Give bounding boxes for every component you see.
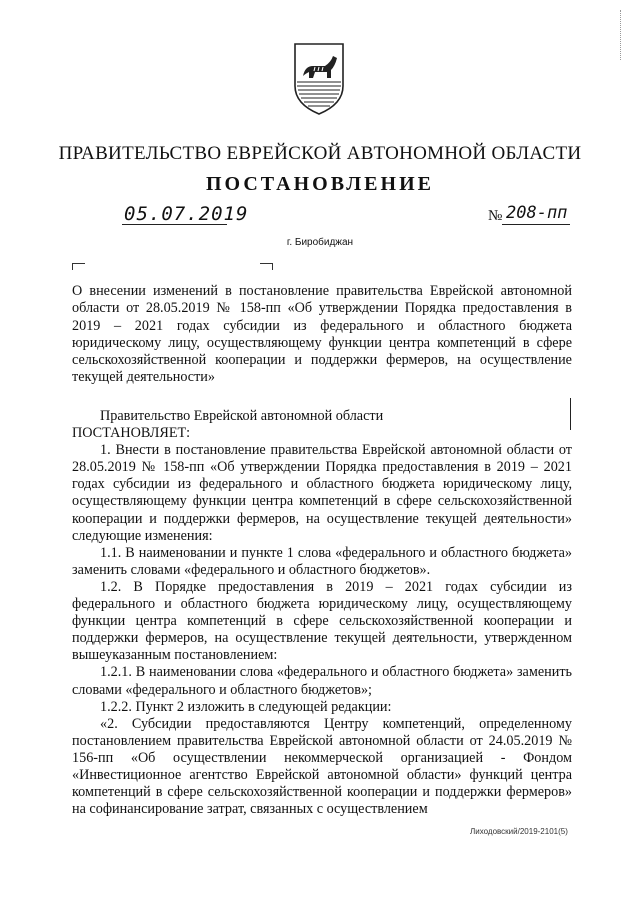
number-sign: № bbox=[488, 208, 503, 224]
document-type-title: ПОСТАНОВЛЕНИЕ bbox=[206, 173, 434, 195]
paragraph-1: 1. Внести в постановление правительства Еврейской автономной области от 28.05.2019 № 158-пп «Об утверждении Порядка предоставления в 2019 – 2021 годах субсидии из федерального и областного бюджета юридическому лицу, осуществляющему функции центра компетенций в сфере сельскохозяйственной кооперации и поддержки фермеров, на осуществление текущей деятельности» следующие изменения: bbox=[72, 442, 572, 544]
paragraph-1-1: 1.1. В наименовании и пункте 1 слова «федерального и областного бюджета» заменить словами «федерального и областного бюджетов». bbox=[72, 544, 572, 578]
city-label: г. Биробиджан bbox=[286, 237, 354, 248]
paragraph-quote: «2. Субсидии предоставляются Центру компетенций, определенному постановлением правительства Еврейской автономной области от 24.05.2019 № 156-пп «Об осуществлении некоммерческой организацией - Фондом «Инвестиционное агентство Еврейской автономной области» функций центра компетенций в сфере сельскохозяйственной кооперации и поддержки фермеров» на софинансирование затрат, связанных с осуществлением bbox=[72, 715, 572, 818]
paragraph-1-2: 1.2. В Порядке предоставления в 2019 – 2021 годах субсидии из федерального и областного бюджета юридическому лицу, осуществляющему функции центра компетенций в сфере сельскохозяйственной кооперации и поддержки фермеров, на осуществление текущей деятельности, утвержденном вышеуказанным постановлением: bbox=[72, 578, 572, 664]
number-underline bbox=[502, 224, 570, 225]
paragraph-1-2-1: 1.2.1. В наименовании слова «федерального и областного бюджета» заменить словами «федерального и областного бюджетов»; bbox=[72, 664, 572, 698]
subject-corner-left bbox=[72, 263, 85, 270]
subject-corner-right bbox=[260, 263, 273, 270]
footer-code: Лиходовский/2019-2101(5) bbox=[470, 827, 568, 836]
scan-artifact bbox=[620, 10, 623, 60]
document-subject: О внесении изменений в постановление правительства Еврейской автономной области от 28.05.2019 № 158-пп «Об утверждении Порядка предоставления в 2019 – 2021 годах субсидии из федерального и областного бюджета юридическому лицу, осуществляющему функции центра компетенций в сфере сельскохозяйственной кооперации и поддержки фермеров, на осуществление текущей деятельности» bbox=[72, 283, 572, 386]
document-date: 05.07.2019 bbox=[124, 203, 249, 225]
date-underline bbox=[122, 224, 227, 225]
document-body bbox=[72, 408, 572, 818]
government-title: ПРАВИТЕЛЬСТВО ЕВРЕЙСКОЙ АВТОНОМНОЙ ОБЛАСТИ bbox=[58, 143, 582, 164]
coat-of-arms-icon bbox=[293, 42, 345, 116]
paragraph-1-2-2: 1.2.2. Пункт 2 изложить в следующей редакции: bbox=[100, 698, 392, 715]
document-number: 208-пп bbox=[506, 203, 568, 223]
government-line: Правительство Еврейской автономной области bbox=[100, 408, 384, 424]
resolves-line: ПОСТАНОВЛЯЕТ: bbox=[72, 425, 191, 442]
